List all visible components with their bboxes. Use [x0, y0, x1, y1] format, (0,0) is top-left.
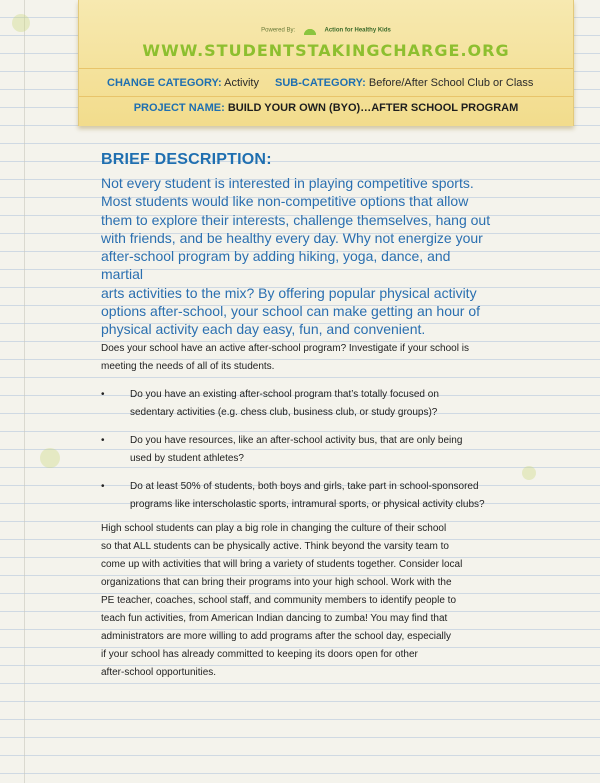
closing-line: High school students can play a big role in changing the culture of their school — [101, 523, 447, 534]
list-item — [101, 478, 511, 514]
brief-line: arts activities to the mix? By offering popular physical activity — [101, 284, 477, 301]
brief-line: options after-school, your school can make getting an hour of — [101, 303, 480, 320]
change-category-value: Activity — [224, 77, 259, 89]
paper-spot — [12, 14, 30, 32]
project-name-label: PROJECT NAME: — [133, 102, 225, 114]
brief-line: Most students would like non-competitive options that allow — [101, 193, 469, 210]
divider — [79, 96, 573, 97]
closing-line: teach fun activities, from American Indian dancing to zumba! You may find that — [101, 613, 448, 624]
list-item — [101, 386, 511, 422]
powered-by — [79, 25, 573, 35]
closing-line: so that ALL students can be physically active. Think beyond the varsity team to — [101, 541, 449, 552]
sun-logo-icon — [299, 25, 321, 35]
closing-paragraph — [101, 520, 501, 682]
intro-paragraph — [101, 340, 501, 376]
brief-line: physical activity each day easy, fun, and convenient. — [101, 321, 426, 338]
question-list — [101, 386, 511, 524]
closing-line: PE teacher, coaches, school staff, and community members to identify people to — [101, 595, 457, 606]
question-line: sedentary activities (e.g. chess club, business club, or study groups)? — [130, 407, 438, 418]
question-line: programs like interscholastic sports, intramural sports, or physical activity clubs? — [130, 499, 485, 510]
brief-line: them to explore their interests, challenge themselves, hang out — [101, 211, 491, 228]
category-row — [79, 77, 573, 93]
brief-line: with friends, and be healthy every day. Why not energize your — [101, 229, 483, 246]
brief-line: Not every student is interested in playing competitive sports. — [101, 175, 474, 191]
divider — [79, 68, 573, 69]
sub-category-label: SUB-CATEGORY: — [275, 77, 366, 89]
bullet: • — [101, 389, 105, 400]
bullet: • — [101, 435, 105, 446]
closing-line: after-school opportunities. — [101, 667, 217, 678]
change-category-label: CHANGE CATEGORY: — [107, 77, 222, 89]
closing-line: if your school has already committed to keeping its doors open for other — [101, 649, 418, 660]
closing-line: organizations that can bring their programs into your high school. Work with the — [101, 577, 452, 588]
sub-category-value: Before/After School Club or Class — [368, 77, 534, 89]
paper-spot — [40, 448, 60, 468]
brief-heading: BRIEF DESCRIPTION: — [101, 151, 272, 168]
brief-line: after-school program by adding hiking, yoga, dance, and martial — [101, 248, 451, 283]
intro-line: Does your school have an active after-school program? Investigate if your school is — [101, 343, 469, 354]
paper-spot — [522, 466, 536, 480]
website-url[interactable]: WWW.STUDENTSTAKINGCHARGE.ORG — [142, 41, 510, 60]
brief-body — [101, 174, 493, 339]
question-line: Do you have an existing after-school program that’s totally focused on — [130, 389, 439, 400]
intro-line: meeting the needs of all of its students. — [101, 361, 275, 372]
bullet: • — [101, 481, 105, 492]
header-card — [78, 0, 574, 126]
logo-text: Action for Healthy Kids — [324, 27, 391, 34]
question-line: Do at least 50% of students, both boys and girls, take part in school-sponsored — [130, 481, 479, 492]
question-line: Do you have resources, like an after-school activity bus, that are only being — [130, 435, 463, 446]
closing-line: come up with activities that will bring a variety of students together. Consider local — [101, 559, 463, 570]
project-name-value: BUILD YOUR OWN (BYO)…AFTER SCHOOL PROGRAM — [227, 102, 519, 114]
list-item — [101, 432, 511, 468]
question-line: used by student athletes? — [130, 453, 244, 464]
closing-line: administrators are more willing to add programs after the school day, especially — [101, 631, 451, 642]
margin-line — [24, 0, 25, 783]
project-name-row — [79, 102, 573, 114]
powered-by-label: Powered By: — [261, 27, 296, 34]
